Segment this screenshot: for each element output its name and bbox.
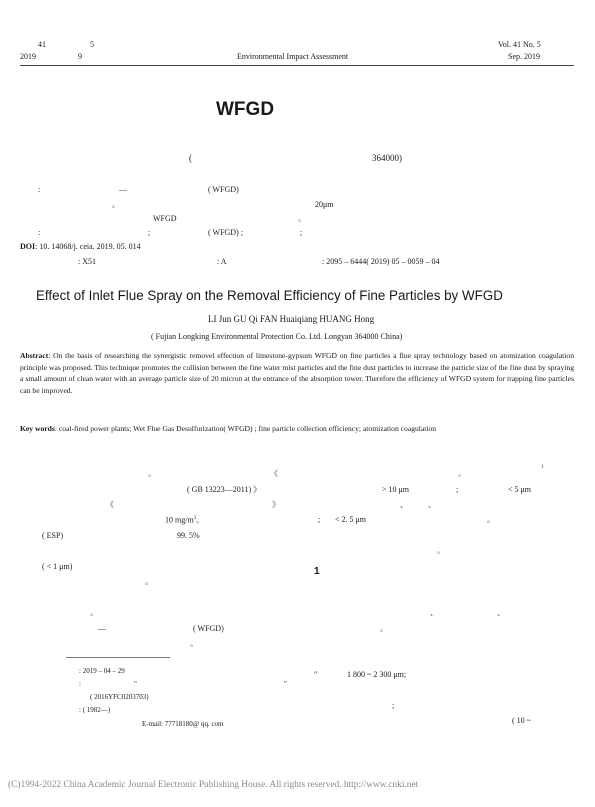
keywords-en-label: Key words <box>20 424 55 433</box>
abstract-en-label: Abstract <box>20 351 49 360</box>
body-r4-lt25: < 2. 5 μm <box>335 515 367 524</box>
body-r11-period: 。 <box>380 624 388 633</box>
header-volume: 41 <box>38 40 46 49</box>
article-number: : 2095 – 6444( 2019) 05 – 0059 – 04 <box>322 257 440 266</box>
emission-limit-period: 。 <box>196 515 205 525</box>
footnote-fund-colon: : <box>79 680 81 688</box>
abstract-cn-wfgd: ( WFGD) <box>208 185 239 194</box>
authors-en: LI Jun GU Qi FAN Huaiqiang HUANG Hong <box>208 314 375 324</box>
body-r3-comma-2: 、 <box>428 500 436 509</box>
body-r6-period: 。 <box>437 546 445 555</box>
body-r10-comma-1: 、 <box>430 608 438 617</box>
copyright-footer: (C)1994-2022 China Academic Journal Electronic Publishing House. All rights reserved. http://www.cnki.net <box>8 780 419 790</box>
abstract-cn-colon: : <box>38 185 41 194</box>
abstract-cn-period-2: 。 <box>298 214 306 223</box>
body-r2-gt10: > 10 μm <box>382 485 410 494</box>
header-volume-en: Vol. 41 No. 5 <box>498 40 541 49</box>
body-r1-note-mark: 1 <box>541 465 544 470</box>
abstract-cn-wfgd-2: WFGD <box>153 214 177 223</box>
keywords-en <box>20 425 436 433</box>
body-l5-efficiency: 99. 5% <box>177 531 200 540</box>
body-l12-period: 。 <box>190 639 198 648</box>
body-l10-period: 。 <box>90 608 98 617</box>
keywords-cn-colon: : <box>38 228 41 237</box>
keywords-en-text: : coal-fired power plants; Wet Flue Gas Desulfurization( WFGD) ; fine particle collection efficiency; atomization coagulation <box>54 424 437 433</box>
affiliation-cn-open: ( <box>189 153 192 163</box>
affiliation-en: ( Fujian Longking Environmental Protection Co. Ltd. Longyan 364000 China) <box>151 332 403 341</box>
header-journal: Environmental Impact Assessment <box>237 52 349 61</box>
emission-limit: 10 mg/m <box>165 515 194 525</box>
footnote-email: E-mail: 77718180@ qq. com <box>142 720 224 728</box>
body-l3-bracket-close: 》 <box>272 500 280 509</box>
body-l4-limit <box>165 516 204 525</box>
document-code: : A <box>217 257 227 266</box>
affiliation-cn-postcode: 364000) <box>372 153 402 163</box>
keywords-cn-semicolon-2: ; <box>300 228 303 237</box>
section-heading-number: 1 <box>314 566 320 577</box>
header-issue: 5 <box>90 40 94 49</box>
emission-limit-exponent: 3 <box>193 516 197 521</box>
header-date-en: Sep. 2019 <box>508 52 540 61</box>
body-r2-semicolon: ; <box>456 485 459 494</box>
body-r14-range: 1 800 ~ 2 300 μm; <box>347 670 407 679</box>
body-r4-period: 。 <box>487 515 495 524</box>
keywords-cn-wfgd: ( WFGD) ; <box>208 228 243 237</box>
abstract-en <box>20 350 574 396</box>
footnote-author: : ( 1982—) <box>79 706 111 714</box>
clc-number: : X51 <box>78 257 96 266</box>
body-r2-lt5: < 5 μm <box>508 485 532 494</box>
header-rule <box>20 65 574 66</box>
body-l5-esp: ( ESP) <box>42 531 64 540</box>
body-l8-period: 。 <box>145 577 153 586</box>
abstract-cn-period-1: 。 <box>112 200 120 209</box>
body-r10-comma-2: 、 <box>497 608 505 617</box>
title-cn: WFGD <box>216 99 275 120</box>
body-l7-pm1: ( < 1 μm) <box>42 562 73 571</box>
body-l11-dash: — <box>98 624 106 633</box>
body-r17-ref: ( 10 ~ <box>512 716 531 725</box>
header-year: 2019 <box>20 52 36 61</box>
body-r1-period: 。 <box>458 469 466 478</box>
body-l1-bracket: 《 <box>270 469 278 478</box>
footnote-fund-quote-open: " <box>134 680 137 688</box>
abstract-en-text: : On the basis of researching the synergistic removel effection of limestone-gypsum WFGD on fine particles a flue spray technology based on atomization coagulation principle was proposed. This technique promotes the collision between the fine water mist particles and the fine dust particles to increase the particle size of the fine dust by spraying a small amount of clean water with an average particle size of 20 micron at the entrance of the absorption tower. Therefore the efficiency of WFGD system for trapping fine particles can be improved. <box>20 351 574 395</box>
footnote-fund-number: ( 2016YFC0203703) <box>90 693 149 701</box>
keywords-cn-semicolon-1: ; <box>148 228 151 237</box>
footnote-received: : 2019 – 04 – 29 <box>79 667 125 675</box>
body-l11-wfgd: ( WFGD) <box>193 624 224 633</box>
doi-value: : 10. 14068/j. ceia. 2019. 05. 014 <box>35 242 141 251</box>
footnote-rule <box>66 657 170 658</box>
doi-label: DOI <box>20 242 36 251</box>
body-r3-comma-1: 、 <box>400 500 408 509</box>
footnote-fund-quote-close: " <box>284 680 287 688</box>
body-l1-period: 。 <box>148 469 156 478</box>
body-r14-quote: " <box>314 670 318 679</box>
header-month: 9 <box>78 52 82 61</box>
abstract-cn-particle-size: 20μm <box>315 200 334 209</box>
body-l3-bracket: 《 <box>106 500 114 509</box>
title-en: Effect of Inlet Flue Spray on the Removal Efficiency of Fine Particles by WFGD <box>36 288 503 303</box>
abstract-cn-dash: — <box>119 185 127 194</box>
body-l2-standard: ( GB 13223—2011) 》 <box>187 485 262 494</box>
body-r16-semicolon: ; <box>392 701 395 710</box>
body-r4-semicolon: ; <box>318 515 321 524</box>
